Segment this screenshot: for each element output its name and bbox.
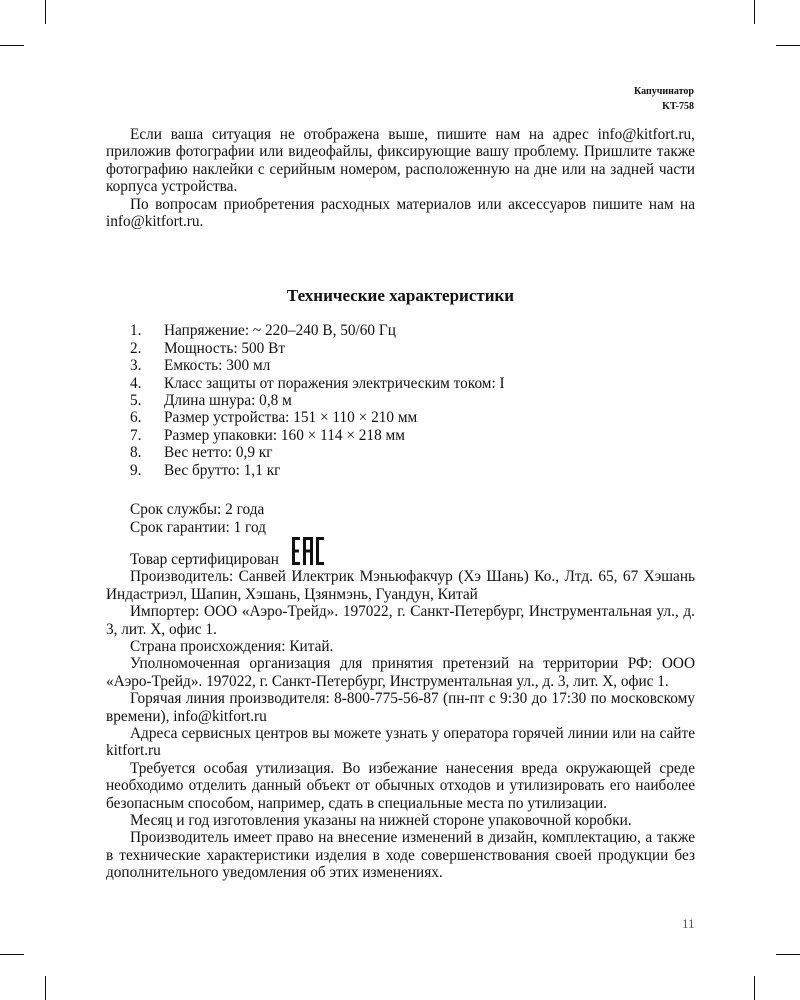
service-section xyxy=(106,501,695,568)
spec-text: Размер устройства: 151 × 110 × 210 мм xyxy=(164,409,418,427)
page-number: 11 xyxy=(682,916,695,931)
contacts-paragraph: Если ваша ситуация не отображена выше, пишите нам на адрес info@kitfort.ru, приложив фотографии или видеофайлы, фиксирующие вашу проблему. Пришлите также фотографию наклейки с серийным номером, расположенную на дне или на задней части корпуса устройства. xyxy=(106,126,695,196)
crop-mark xyxy=(754,0,755,24)
eac-mark-graphic xyxy=(291,536,325,566)
contacts-paragraph: По вопросам приобретения расходных материалов или аксессуаров пишите нам на info@kitfort.ru. xyxy=(106,195,695,231)
spec-item xyxy=(106,462,695,479)
manufacture-date-info: Месяц и год изготовления указаны на нижней стороне упаковочной коробки. xyxy=(130,812,632,829)
spec-item xyxy=(106,427,695,444)
spec-item xyxy=(106,322,695,339)
crop-mark xyxy=(0,45,24,46)
spec-number: 8. xyxy=(130,444,142,462)
spec-item xyxy=(106,444,695,461)
spec-text: Емкость: 300 мл xyxy=(164,357,271,375)
spec-number: 6. xyxy=(130,409,142,427)
spec-text: Класс защиты от поражения электрическим током: I xyxy=(164,374,505,392)
spec-item xyxy=(106,409,695,426)
spec-number: 2. xyxy=(130,339,142,357)
spec-number: 1. xyxy=(130,322,142,340)
product-name: Капучинатор xyxy=(634,86,694,97)
spec-text: Напряжение: ~ 220–240 В, 50/60 Гц xyxy=(164,322,396,340)
hotline-info: Горячая линия производителя: 8-800-775-56-87 (пн-пт с 9:30 до 17:30 по московскому времени), info@kitfort.ru xyxy=(106,690,695,725)
manufacturer-info: Производитель: Санвей Илектрик Мэньюфакчур (Хэ Шань) Ко., Лтд. 65, 67 Хэшань Индастриэл, Шапин, Хэшань, Цзянмэнь, Гуандун, Китай xyxy=(106,568,695,603)
spec-number: 5. xyxy=(130,392,142,410)
spec-text: Размер упаковки: 160 × 114 × 218 мм xyxy=(164,426,405,444)
warranty-period: Срок гарантии: 1 год xyxy=(130,518,266,536)
info-section xyxy=(106,568,695,881)
crop-mark xyxy=(45,0,46,24)
section-title: Технические характеристики xyxy=(286,286,515,306)
spec-number: 3. xyxy=(130,357,142,375)
certification-row xyxy=(106,536,695,568)
crop-mark xyxy=(776,45,800,46)
contacts-section xyxy=(106,126,695,230)
changes-disclaimer: Производитель имеет право на внесение изменений в дизайн, комплектацию, а также в технические характеристики изделия в ходе совершенствования своей продукции без дополнительного уведомления об этих изменениях. xyxy=(106,829,695,882)
spec-number: 9. xyxy=(130,461,142,479)
spec-text: Вес нетто: 0,9 кг xyxy=(164,444,273,462)
spec-text: Мощность: 500 Вт xyxy=(164,339,286,357)
country-of-origin: Страна происхождения: Китай. xyxy=(130,637,334,655)
importer-info: Импортер: ООО «Аэро-Трейд». 197022, г. Санкт-Петербург, Инструментальная ул., д. 3, лит. Х, офис 1. xyxy=(106,603,695,638)
page-header xyxy=(634,84,694,114)
spec-text: Вес брутто: 1,1 кг xyxy=(164,461,281,479)
eac-logo-icon xyxy=(291,536,325,570)
spec-text: Длина шнура: 0,8 м xyxy=(164,392,292,410)
product-model: KT-758 xyxy=(662,101,694,112)
claims-organization: Уполномоченная организация для принятия претензий на территории РФ: ООО «Аэро-Трейд». 197022, г. Санкт-Петербург, Инструментальная ул., д. 3, лит. Х, офис 1. xyxy=(106,655,695,690)
certified-text: Товар сертифицирован xyxy=(130,550,279,568)
crop-mark xyxy=(776,954,800,955)
spec-item xyxy=(106,392,695,409)
crop-mark xyxy=(45,976,46,1000)
spec-number: 4. xyxy=(130,374,142,392)
spec-number: 7. xyxy=(130,426,142,444)
crop-mark xyxy=(0,954,24,955)
specs-list xyxy=(106,322,695,479)
service-centers-info: Адреса сервисных центров вы можете узнать у оператора горячей линии или на сайте kitfort.ru xyxy=(106,724,695,760)
crop-mark xyxy=(754,976,755,1000)
page-content xyxy=(106,126,695,882)
spec-item xyxy=(106,340,695,357)
spec-item xyxy=(106,375,695,392)
spec-item xyxy=(106,357,695,374)
disposal-info: Требуется особая утилизация. Во избежание нанесения вреда окружающей среде необходимо отделить данный объект от обычных отходов и утилизировать его наиболее безопасным способом, например, сдать в специальные места по утилизации. xyxy=(106,759,695,812)
service-life: Срок службы: 2 года xyxy=(130,501,265,519)
